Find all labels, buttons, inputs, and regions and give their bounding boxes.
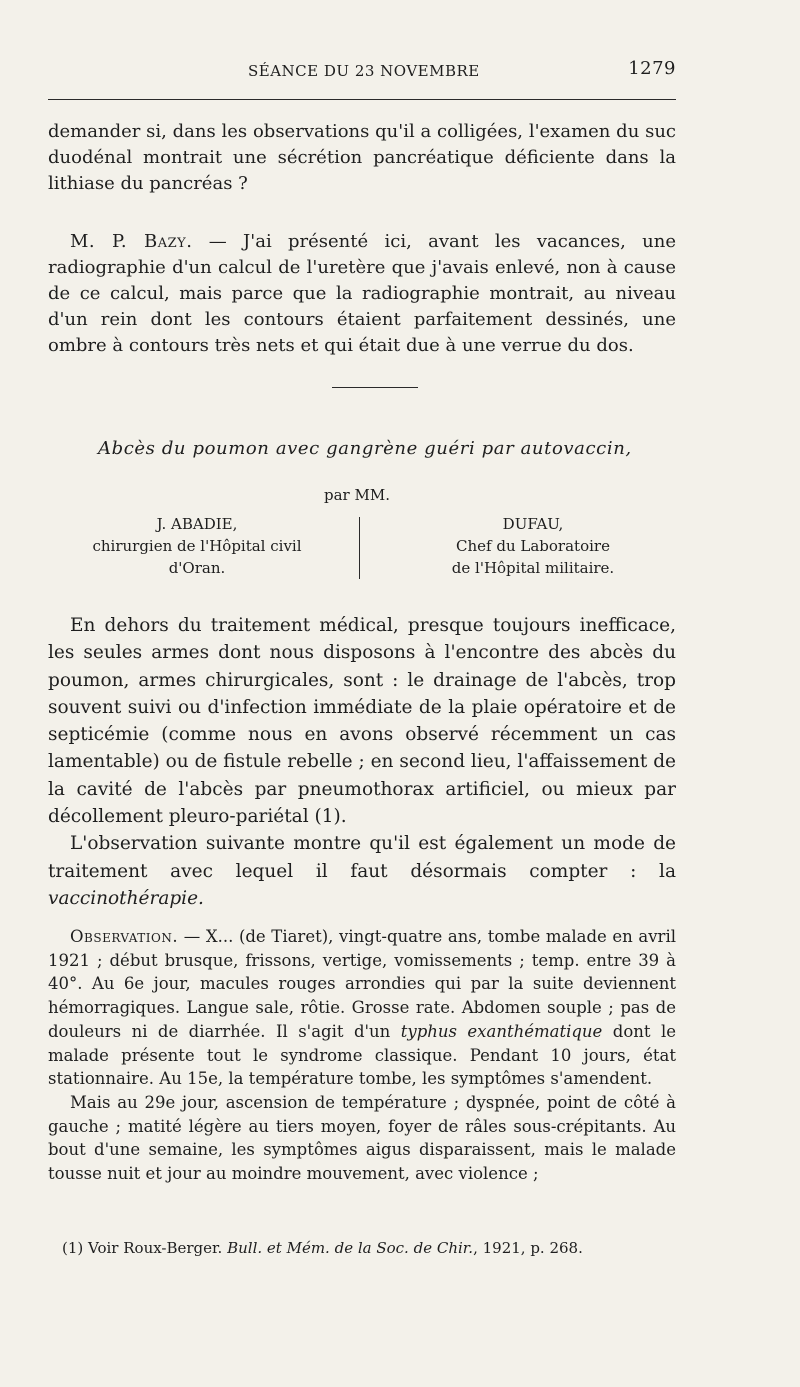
running-title: SÉANCE DU 23 NOVEMBRE <box>248 62 480 80</box>
footnote-text-b: , 1921, p. 268. <box>473 1239 583 1257</box>
footnote <box>62 1239 583 1257</box>
author-name: DUFAU, <box>502 515 564 533</box>
page-number: 1279 <box>628 58 676 79</box>
body-paragraph-2 <box>48 830 676 912</box>
footnote-text-a: (1) Voir Roux-Berger. <box>62 1239 228 1257</box>
author-name: J. ABADIE, <box>156 515 238 533</box>
observation-section <box>48 925 676 1186</box>
footnote-journal: Bull. et Mém. de la Soc. de Chir. <box>227 1239 474 1257</box>
bazy-text: — J'ai présenté ici, avant les vacances, une radiographie d'un calcul de l'uretère que j'avais enlevé, non à cause de ce calcul, mais parce que la radiographie montrait, au niveau d'un rein dont les contours étaient parfaitement dessinés, une ombre à contours très nets et qui était due à une verrue du dos. <box>48 231 676 356</box>
observation-label: Observation. <box>70 927 179 946</box>
author-abadie <box>66 513 328 579</box>
intro-text: demander si, dans les observations qu'il a colligées, l'examen du suc duodénal montrait une sécrétion pancréatique déficiente dans la lithiase du pancréas ? <box>48 121 676 194</box>
observation-paragraph-1 <box>48 925 676 1091</box>
author-affiliation: chirurgien de l'Hôpital civil <box>92 537 302 555</box>
intro-paragraph <box>48 119 676 197</box>
speaker-name: M. P. Bazy. <box>70 231 193 252</box>
author-dufau <box>410 513 656 579</box>
observation-italic: typhus exanthématique <box>400 1021 603 1041</box>
body-paragraph-2-italic: vaccinothérapie. <box>48 887 204 909</box>
author-divider <box>359 517 360 579</box>
running-header <box>48 58 676 86</box>
author-affiliation-city: d'Oran. <box>168 559 226 577</box>
body-paragraph-1: En dehors du traitement médical, presque toujours inefficace, les seules armes dont nous disposons à l'encontre des abcès du poumon, armes chirurgicales, sont : le drainage de l'abcès, trop souvent suivi ou d'infection immédiate de la plaie opératoire et de septicémie (comme nous en avons observé récemment un cas lamentable) ou de fistule rebelle ; en second lieu, l'affaissement de la cavité de l'abcès par pneumothorax artificiel, ou mieux par décollement pleuro-pariétal (1). <box>48 615 676 828</box>
author-affiliation-place: de l'Hôpital militaire. <box>451 559 615 577</box>
body-paragraph-2-text: L'observation suivante montre qu'il est également un mode de traitement avec lequel il faut désormais compter : la <box>48 833 676 882</box>
observation-text-b: dont le malade présente tout le syndrome classique. Pendant 10 jours, état stationnaire. Au 15e, la température tombe, les symptômes s'amendent. <box>48 1021 676 1089</box>
article-title: Abcès du poumon avec gangrène guéri par autovaccin, <box>98 438 632 459</box>
bazy-paragraph <box>48 229 676 359</box>
article-body <box>48 612 676 912</box>
header-rule <box>48 99 676 100</box>
observation-paragraph-2: Mais au 29e jour, ascension de température ; dyspnée, point de côté à gauche ; matité légère au tiers moyen, foyer de râles sous-crépitants. Au bout d'une semaine, les symptômes aigus disparaissent, mais le malade tousse nuit et jour au moindre mouvement, avec violence ; <box>48 1092 676 1184</box>
author-affiliation: Chef du Laboratoire <box>456 537 610 555</box>
byline: par MM. <box>324 486 390 504</box>
observation-text-a: — X... (de Tiaret), vingt-quatre ans, tombe malade en avril 1921 ; début brusque, frissons, vertige, vomissements ; temp. entre 39 à 40°. Au 6e jour, macules rouges arrondies qui par la suite deviennent hémorragiques. Langue sale, rôtie. Grosse rate. Abdomen souple ; pas de douleurs ni de diarrhée. Il s'agit d'un <box>48 927 676 1041</box>
section-separator <box>332 387 418 388</box>
